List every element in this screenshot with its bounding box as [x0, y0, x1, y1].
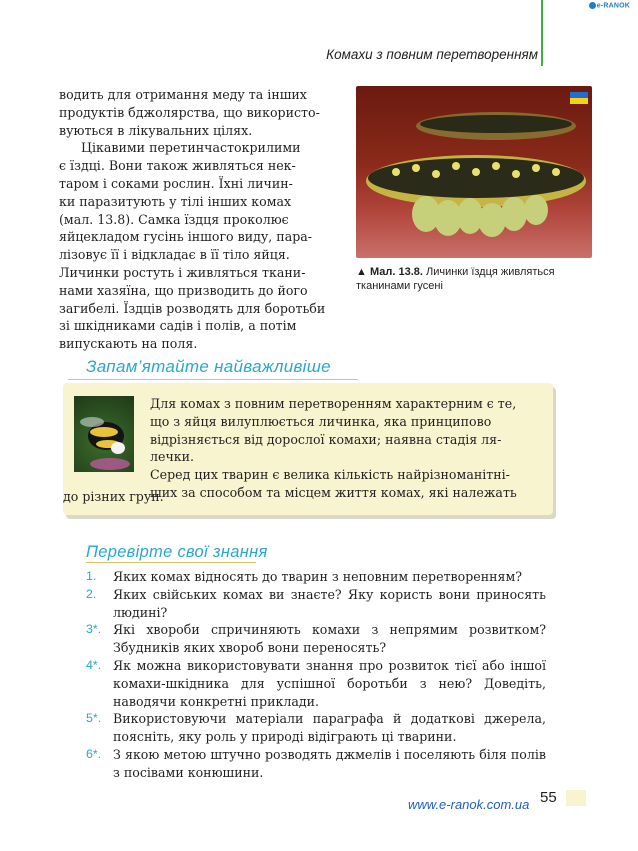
- para2-line: (мал. 13.8). Самка їздця проколює: [59, 211, 289, 227]
- para2-line: лізовує її і відкладає в її тіло яйця.: [59, 247, 290, 263]
- remember-line: лечки.: [150, 449, 195, 465]
- question-number: 4*.: [86, 657, 102, 672]
- check-heading: Перевірте свої знання: [86, 543, 268, 561]
- running-head: Комахи з повним перетворенням: [326, 47, 538, 62]
- question-text: Використовуючи матеріали параграфа й додаткові джерела, поясніть, яку роль у природі відіграють ці тварини.: [113, 711, 546, 745]
- remember-line: відрізняється від дорослої комахи; наявна стадія ля-: [150, 431, 502, 447]
- body-text: [59, 86, 337, 353]
- caterpillar-illustration: [356, 86, 592, 258]
- remember-text: [150, 395, 532, 502]
- question-item: [86, 710, 546, 746]
- question-item: [86, 621, 546, 657]
- question-item: [86, 568, 546, 586]
- para2-line: зі шкідниками садів і полів, а потім: [59, 318, 297, 334]
- question-number: 1.: [86, 569, 97, 583]
- question-text: Яких свійських комах ви знаєте? Яку користь вони приносять людині?: [113, 586, 546, 620]
- logo-dot-icon: [589, 2, 596, 9]
- check-underline: [86, 562, 256, 563]
- remember-line: що з яйця вилуплюється личинка, яка принципово: [150, 413, 492, 429]
- question-number: 2.: [86, 586, 97, 601]
- header-rule: [541, 0, 543, 66]
- question-list: [86, 568, 546, 782]
- question-item: [86, 586, 546, 622]
- para2-line: є їздці. Вони також живляться нек-: [59, 158, 296, 174]
- para2-line: таром і соками рослин. Їхні личин-: [59, 175, 293, 191]
- para2-line: нами хазяїна, що призводить до його: [59, 282, 308, 298]
- para1-line: вуються в лікувальних цілях.: [59, 122, 253, 138]
- remember-underline: [68, 379, 358, 380]
- question-text: Які хвороби спричиняють комахи з непрямим розвитком? Збудників яких хвороб вони переносять?: [113, 622, 546, 656]
- para2-line: Цікавими перетинчастокрилими: [81, 140, 301, 156]
- question-number: 6*.: [86, 746, 102, 761]
- publisher-logo: [589, 2, 630, 9]
- question-text: Як можна використовувати знання про розвиток тієї або іншої комахи-шкідника для успішної боротьби з нею? Доведіть, наводячи конкретні приклади.: [113, 657, 546, 709]
- ukraine-flag-icon: [570, 92, 588, 104]
- question-number: 5*.: [86, 711, 102, 726]
- caterpillar-photo: [356, 86, 592, 258]
- page-number: 55: [540, 789, 557, 806]
- para2-line: ки паразитують у тілі інших комах: [59, 193, 292, 209]
- figure-label: ▲ Мал. 13.8.: [356, 266, 423, 278]
- footer-url-link[interactable]: www.e-ranok.com.ua: [408, 797, 530, 812]
- question-text: З якою метою штучно розводять джмелів і поселяють біля полів з посівами конюшини.: [113, 746, 546, 780]
- remember-line: ших за способом та місцем життя комах, які належать: [150, 484, 517, 500]
- question-item: [86, 746, 546, 782]
- remember-line: Серед цих тварин є велика кількість найрізноманітні-: [150, 467, 510, 483]
- para1-line: продуктів бджолярства, що використо-: [59, 104, 320, 120]
- para1-line: водить для отримання меду та інших: [59, 87, 307, 102]
- logo-text: e-RANOK: [596, 2, 630, 10]
- para2-line: Личинки ростуть і живляться ткани-: [59, 264, 306, 280]
- para2-line: випускають на поля.: [59, 336, 198, 352]
- bumblebee-illustration: [74, 396, 134, 472]
- question-item: [86, 657, 546, 710]
- para2-line: загибелі. Їздців розводять для боротьби: [59, 300, 326, 316]
- page-number-tab: [566, 790, 586, 806]
- para2-line: яйцекладом гусінь іншого виду, пара-: [59, 229, 313, 245]
- bumblebee-photo: [74, 396, 134, 472]
- question-number: 3*.: [86, 622, 102, 637]
- question-text: Яких комах відносять до тварин з неповним перетворенням?: [113, 569, 523, 584]
- figure-caption-text: Личинки їздця живляться тканинами гусені: [356, 266, 555, 292]
- remember-line: Для комах з повним перетворенням характерним є те,: [150, 396, 517, 411]
- figure-caption: [356, 265, 586, 293]
- remember-heading: Запам’ятайте найважливіше: [86, 357, 331, 376]
- remember-last-line: до різних груп.: [63, 489, 164, 504]
